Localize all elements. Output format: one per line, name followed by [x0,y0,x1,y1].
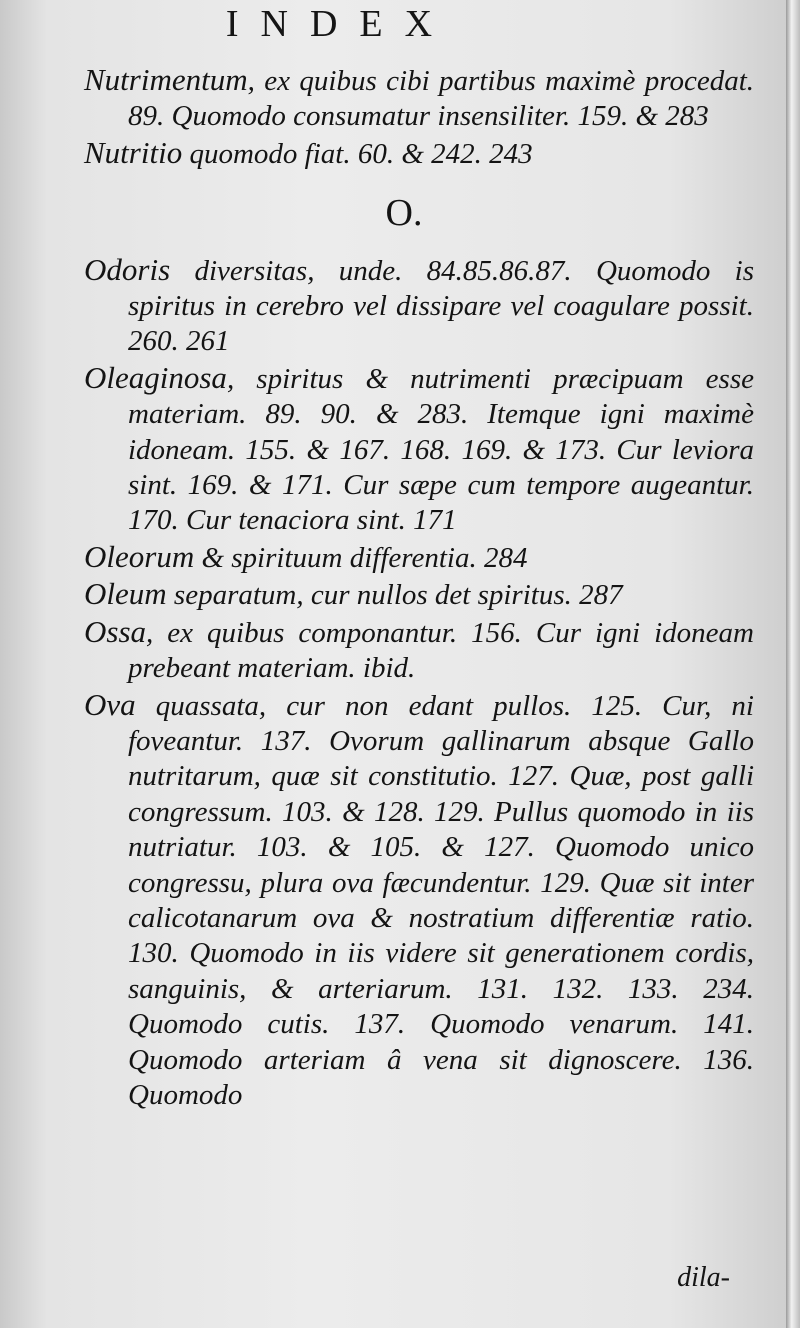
section-letter: O. [385,192,423,235]
entry-headword: Oleaginosa [84,359,227,395]
index-entry [84,576,754,613]
page-edge [786,0,800,1328]
entry-headword: Nutritio [84,134,183,170]
index-entries [84,62,754,1113]
entry-headword: Odoris [84,251,171,287]
index-entry [84,135,754,172]
catchword: dila- [677,1262,730,1293]
entry-headword: Ossa [84,613,147,649]
entry-headword: Ova [84,686,136,722]
entry-headword: Nutrimentum [84,62,248,97]
index-entry [84,687,754,1114]
entry-text: , ex quibus cibi partibus maximè procedat. 89. Quomodo consumatur insensiliter. 159. & 283 [128,65,754,133]
entry-headword: Oleorum [84,538,195,574]
entry-text: separatum, cur nullos det spiritus. 287 [166,579,623,612]
index-entry [84,539,754,576]
entry-text: , spiritus & nutrimenti præcipuam esse materiam. 89. 90. & 283. Itemque igni maximè idoneam. 155. & 167. 168. 169. & 173. Cur leviora sint. 169. & 171. Cur sæpe cum tempore augeantur. 170. Cur tenaciora sint. 171 [128,362,754,537]
index-entry [84,62,754,135]
entry-text: diversitas, unde. 84.85.86.87. Quomodo is spiritus in cerebro vel dissipare vel coagulare possit. 260. 261 [128,254,754,358]
entry-text: quomodo fiat. 60. & 242. 243 [182,137,533,170]
index-entry [84,360,754,539]
running-header: INDEX [225,3,455,45]
index-entry [84,614,754,687]
entry-headword: Oleum [84,576,167,612]
entry-text: , ex quibus componantur. 156. Cur igni idoneam prebeant materiam. ibid. [128,616,754,685]
index-entry [84,252,754,360]
entry-text: quassata, cur non edant pullos. 125. Cur, ni foveantur. 137. Ovorum gallinarum absque Gallo nutritarum, quæ sit constitutio. 127. Quæ, post galli congressum. 103. & 128. 129. Pullus quomodo in iis nutriatur. 103. & 105. & 127. Quomodo unico congressu, plura ova fæcundentur. 129. Quæ sit inter calicotanarum ova & nostratium differentiæ ratio. 130. Quomodo in iis videre sit generationem cordis, sanguinis, & arteriarum. 131. 132. 133. 234. Quomodo cutis. 137. Quomodo venarum. 141. Quomodo arteriam â vena sit dignoscere. 136. Quomodo [128,689,754,1111]
entry-text: & spirituum differentia. 284 [194,541,528,574]
